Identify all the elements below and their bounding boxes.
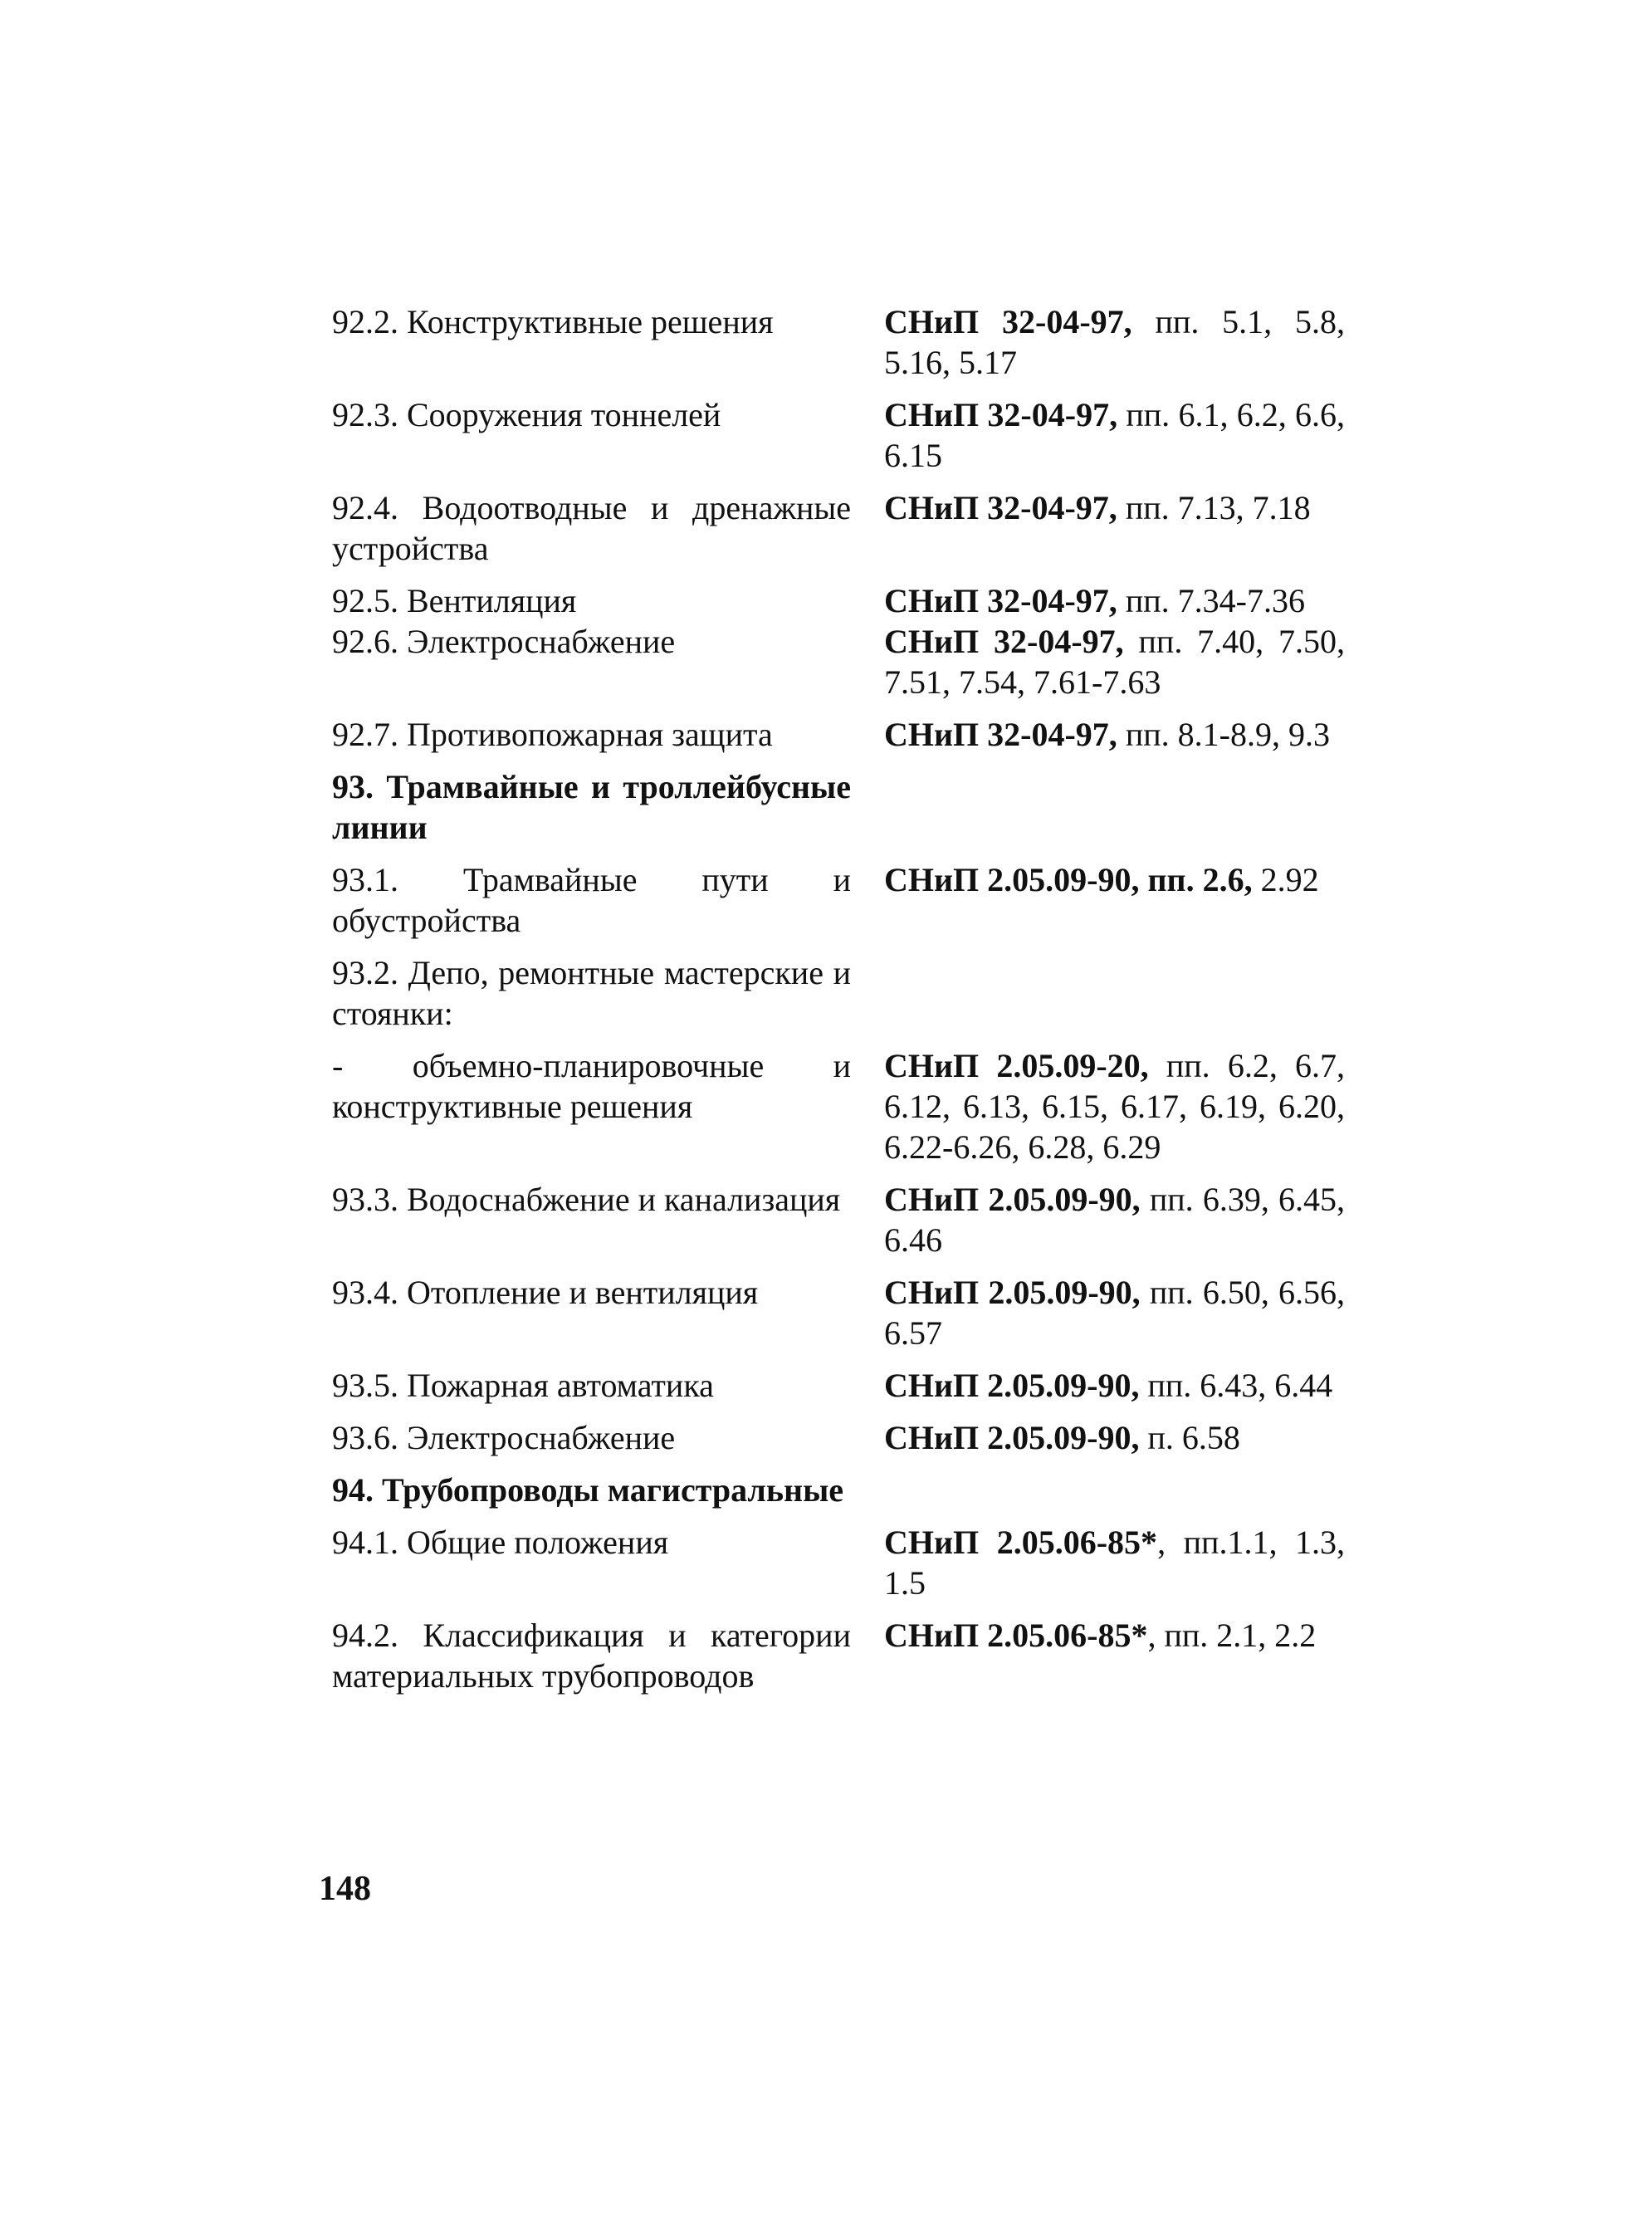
item-title: 92.5. Вентиляция bbox=[332, 582, 577, 619]
table-row bbox=[332, 1179, 1395, 1260]
reference-code: СНиП 2.05.06-85* bbox=[884, 1617, 1148, 1654]
table-row bbox=[332, 1615, 1395, 1696]
reference-clauses: пп. 6.50, 6.56, 6.57 bbox=[884, 1274, 1345, 1352]
reference-clauses: , пп.1.1, 1.3, 1.5 bbox=[884, 1524, 1346, 1602]
item-reference bbox=[884, 621, 1345, 702]
item-title: 93.2. Депо, ремонтные мастерские и стоянки: bbox=[332, 954, 851, 1032]
table-row bbox=[332, 1417, 1395, 1458]
reference-clauses: пп. 6.39, 6.45, 6.46 bbox=[884, 1181, 1345, 1259]
item-reference bbox=[884, 580, 1345, 621]
reference-clauses: пп. 5.1, 5.8, 5.16, 5.17 bbox=[884, 303, 1345, 381]
reference-clauses: 2.92 bbox=[1252, 861, 1319, 898]
reference-clauses: пп. 7.13, 7.18 bbox=[1117, 489, 1311, 526]
item-title: 92.4. Водоотводные и дренажные устройства bbox=[332, 489, 851, 567]
section-heading: 93. Трамвайные и троллейбусные линии bbox=[332, 768, 851, 846]
item-reference bbox=[884, 1045, 1345, 1167]
item-title: 92.7. Противопожарная защита bbox=[332, 716, 773, 753]
item-title: 93.5. Пожарная автоматика bbox=[332, 1367, 714, 1404]
item-reference bbox=[884, 394, 1345, 476]
reference-code: СНиП 2.05.06-85* bbox=[884, 1524, 1158, 1561]
reference-code: СНиП 2.05.09-90, пп. 2.6, bbox=[884, 861, 1253, 898]
item-title: 92.3. Сооружения тоннелей bbox=[332, 396, 721, 433]
item-reference bbox=[884, 859, 1345, 900]
table-row bbox=[332, 714, 1395, 755]
reference-code: СНиП 32-04-97, bbox=[884, 396, 1118, 433]
reference-clauses: пп. 8.1-8.9, 9.3 bbox=[1117, 716, 1330, 753]
reference-clauses: п. 6.58 bbox=[1139, 1419, 1240, 1456]
reference-code: СНиП 2.05.09-90, bbox=[884, 1274, 1141, 1311]
table-row bbox=[332, 487, 1395, 569]
item-reference bbox=[884, 1417, 1345, 1458]
table-row bbox=[332, 1522, 1395, 1603]
table-row bbox=[332, 859, 1395, 941]
table-row bbox=[332, 394, 1395, 476]
section-heading: 94. Трубопроводы магистральные bbox=[332, 1471, 844, 1509]
item-title: 93.4. Отопление и вентиляция bbox=[332, 1274, 759, 1311]
reference-code: СНиП 32-04-97, bbox=[884, 489, 1117, 526]
reference-code: СНиП 32-04-97, bbox=[884, 716, 1117, 753]
item-reference bbox=[884, 714, 1345, 755]
item-reference bbox=[884, 1615, 1345, 1656]
reference-code: СНиП 32-04-97, bbox=[884, 303, 1132, 340]
table-row bbox=[332, 301, 1395, 383]
document-body bbox=[332, 301, 1395, 1708]
item-title: 93.6. Электроснабжение bbox=[332, 1419, 676, 1456]
reference-clauses: пп. 6.1, 6.2, 6.6, 6.15 bbox=[884, 396, 1345, 474]
item-title: - объемно-планировочные и конструктивные решения bbox=[332, 1047, 851, 1125]
item-reference bbox=[884, 487, 1345, 528]
item-title: 93.3. Водоснабжение и канализация bbox=[332, 1181, 841, 1218]
reference-clauses: пп. 6.43, 6.44 bbox=[1139, 1367, 1333, 1404]
reference-code: СНиП 32-04-97, bbox=[884, 623, 1124, 660]
item-reference bbox=[884, 1522, 1345, 1603]
item-title: 94.1. Общие положения bbox=[332, 1524, 669, 1561]
reference-clauses: пп. 6.2, 6.7, 6.12, 6.13, 6.15, 6.17, 6.19, 6.20, 6.22-6.26, 6.28, 6.29 bbox=[884, 1047, 1345, 1166]
item-title: 94.2. Классификация и категории материальных трубопроводов bbox=[332, 1617, 851, 1695]
table-row bbox=[332, 1272, 1395, 1353]
reference-code: СНиП 2.05.09-90, bbox=[884, 1367, 1140, 1404]
reference-code: СНиП 2.05.09-20, bbox=[884, 1047, 1149, 1084]
reference-clauses: пп. 7.34-7.36 bbox=[1117, 582, 1305, 619]
reference-code: СНиП 32-04-97, bbox=[884, 582, 1117, 619]
reference-code: СНиП 2.05.09-90, bbox=[884, 1419, 1140, 1456]
reference-clauses: пп. 7.40, 7.50, 7.51, 7.54, 7.61-7.63 bbox=[884, 623, 1345, 701]
page-number: 148 bbox=[319, 1870, 371, 1908]
table-row bbox=[332, 1045, 1395, 1167]
item-reference bbox=[884, 1272, 1345, 1353]
item-title: 92.2. Конструктивные решения bbox=[332, 303, 774, 340]
section-heading-row bbox=[332, 766, 1395, 848]
item-reference bbox=[884, 1365, 1345, 1406]
item-title: 93.1. Трамвайные пути и обустройства bbox=[332, 861, 851, 939]
reference-code: СНиП 2.05.09-90, bbox=[884, 1181, 1141, 1218]
item-reference bbox=[884, 301, 1345, 383]
table-row bbox=[332, 1365, 1395, 1406]
item-title: 92.6. Электроснабжение bbox=[332, 623, 676, 660]
table-row bbox=[332, 580, 1395, 621]
item-reference bbox=[884, 1179, 1345, 1260]
table-row bbox=[332, 952, 1395, 1034]
table-row bbox=[332, 621, 1395, 702]
reference-clauses: , пп. 2.1, 2.2 bbox=[1147, 1617, 1317, 1654]
